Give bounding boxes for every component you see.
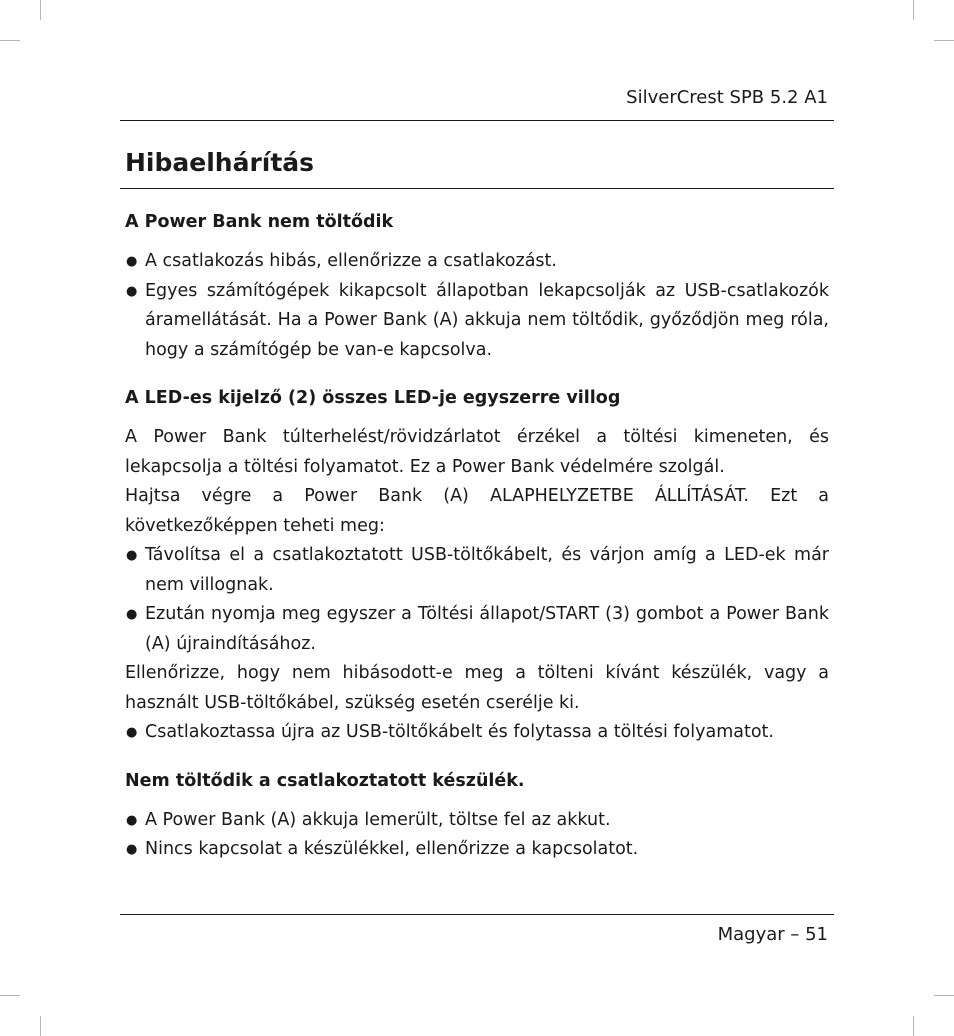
list-item: ● Nincs kapcsolat a készülékkel, ellenőrizze a kapcsolatot.	[125, 835, 829, 865]
title-rule	[120, 188, 834, 189]
bullet-icon: ●	[126, 725, 138, 740]
page-number: Magyar – 51	[717, 924, 828, 945]
paragraph: A Power Bank túlterhelést/rövidzárlatot érzékel a töltési kimeneten, és lekapcsolja a töltési folyamatot. Ez a Power Bank védelmére szolgál.	[125, 427, 829, 477]
crop-mark	[0, 995, 20, 996]
list-item: ● Egyes számítógépek kikapcsolt állapotban lekapcsolják az USB-csatlakozók áramellátását. Ha a Power Bank (A) akkuja nem töltődik, győződjön meg róla, hogy a számítógép be van-e kapcsolva.	[125, 277, 829, 366]
crop-mark	[40, 0, 41, 20]
crop-mark	[934, 995, 954, 996]
crop-mark	[40, 1016, 41, 1036]
bullet-icon: ●	[126, 283, 138, 299]
list-item: ● Csatlakoztassa újra az USB-töltőkábelt és folytassa a töltési folyamatot.	[125, 718, 829, 748]
crop-mark	[913, 1016, 914, 1036]
crop-mark	[0, 40, 20, 41]
bullet-icon: ●	[126, 607, 138, 622]
section-heading: A Power Bank nem töltődik	[125, 212, 394, 232]
list-item: ● Ezután nyomja meg egyszer a Töltési állapot/START (3) gombot a Power Bank (A) újraindításához.	[125, 600, 829, 659]
paragraph: Ellenőrizze, hogy nem hibásodott-e meg a tölteni kívánt készülék, vagy a használt USB-töltőkábel, szükség esetén cserélje ki.	[125, 663, 829, 713]
header-product: SilverCrest SPB 5.2 A1	[626, 87, 828, 108]
list-item: ● A Power Bank (A) akkuja lemerült, töltse fel az akkut.	[125, 806, 829, 836]
bullet-icon: ●	[126, 548, 138, 563]
bullet-icon: ●	[126, 812, 138, 828]
bullet-list	[125, 541, 829, 659]
crop-mark	[913, 0, 914, 20]
bullet-list	[125, 806, 829, 865]
page-content	[125, 205, 829, 865]
bullet-icon: ●	[126, 254, 138, 269]
section-heading: Nem töltődik a csatlakoztatott készülék.	[125, 770, 525, 791]
crop-mark	[934, 40, 954, 41]
list-item: ● A csatlakozás hibás, ellenőrizze a csatlakozást.	[125, 247, 829, 277]
section-heading: A LED-es kijelző (2) összes LED-je egyszerre villog	[125, 388, 621, 408]
list-item: ● Távolítsa el a csatlakoztatott USB-töltőkábelt, és várjon amíg a LED-ek már nem villognak.	[125, 541, 829, 600]
bullet-list	[125, 247, 829, 365]
bullet-icon: ●	[126, 842, 138, 857]
bullet-list	[125, 718, 829, 748]
footer-rule	[120, 914, 834, 915]
header-rule	[120, 120, 834, 121]
page-title: Hibaelhárítás	[125, 148, 315, 177]
paragraph: Hajtsa végre a Power Bank (A) ALAPHELYZETBE ÁLLÍTÁSÁT. Ezt a következőképpen teheti meg:	[125, 486, 829, 536]
